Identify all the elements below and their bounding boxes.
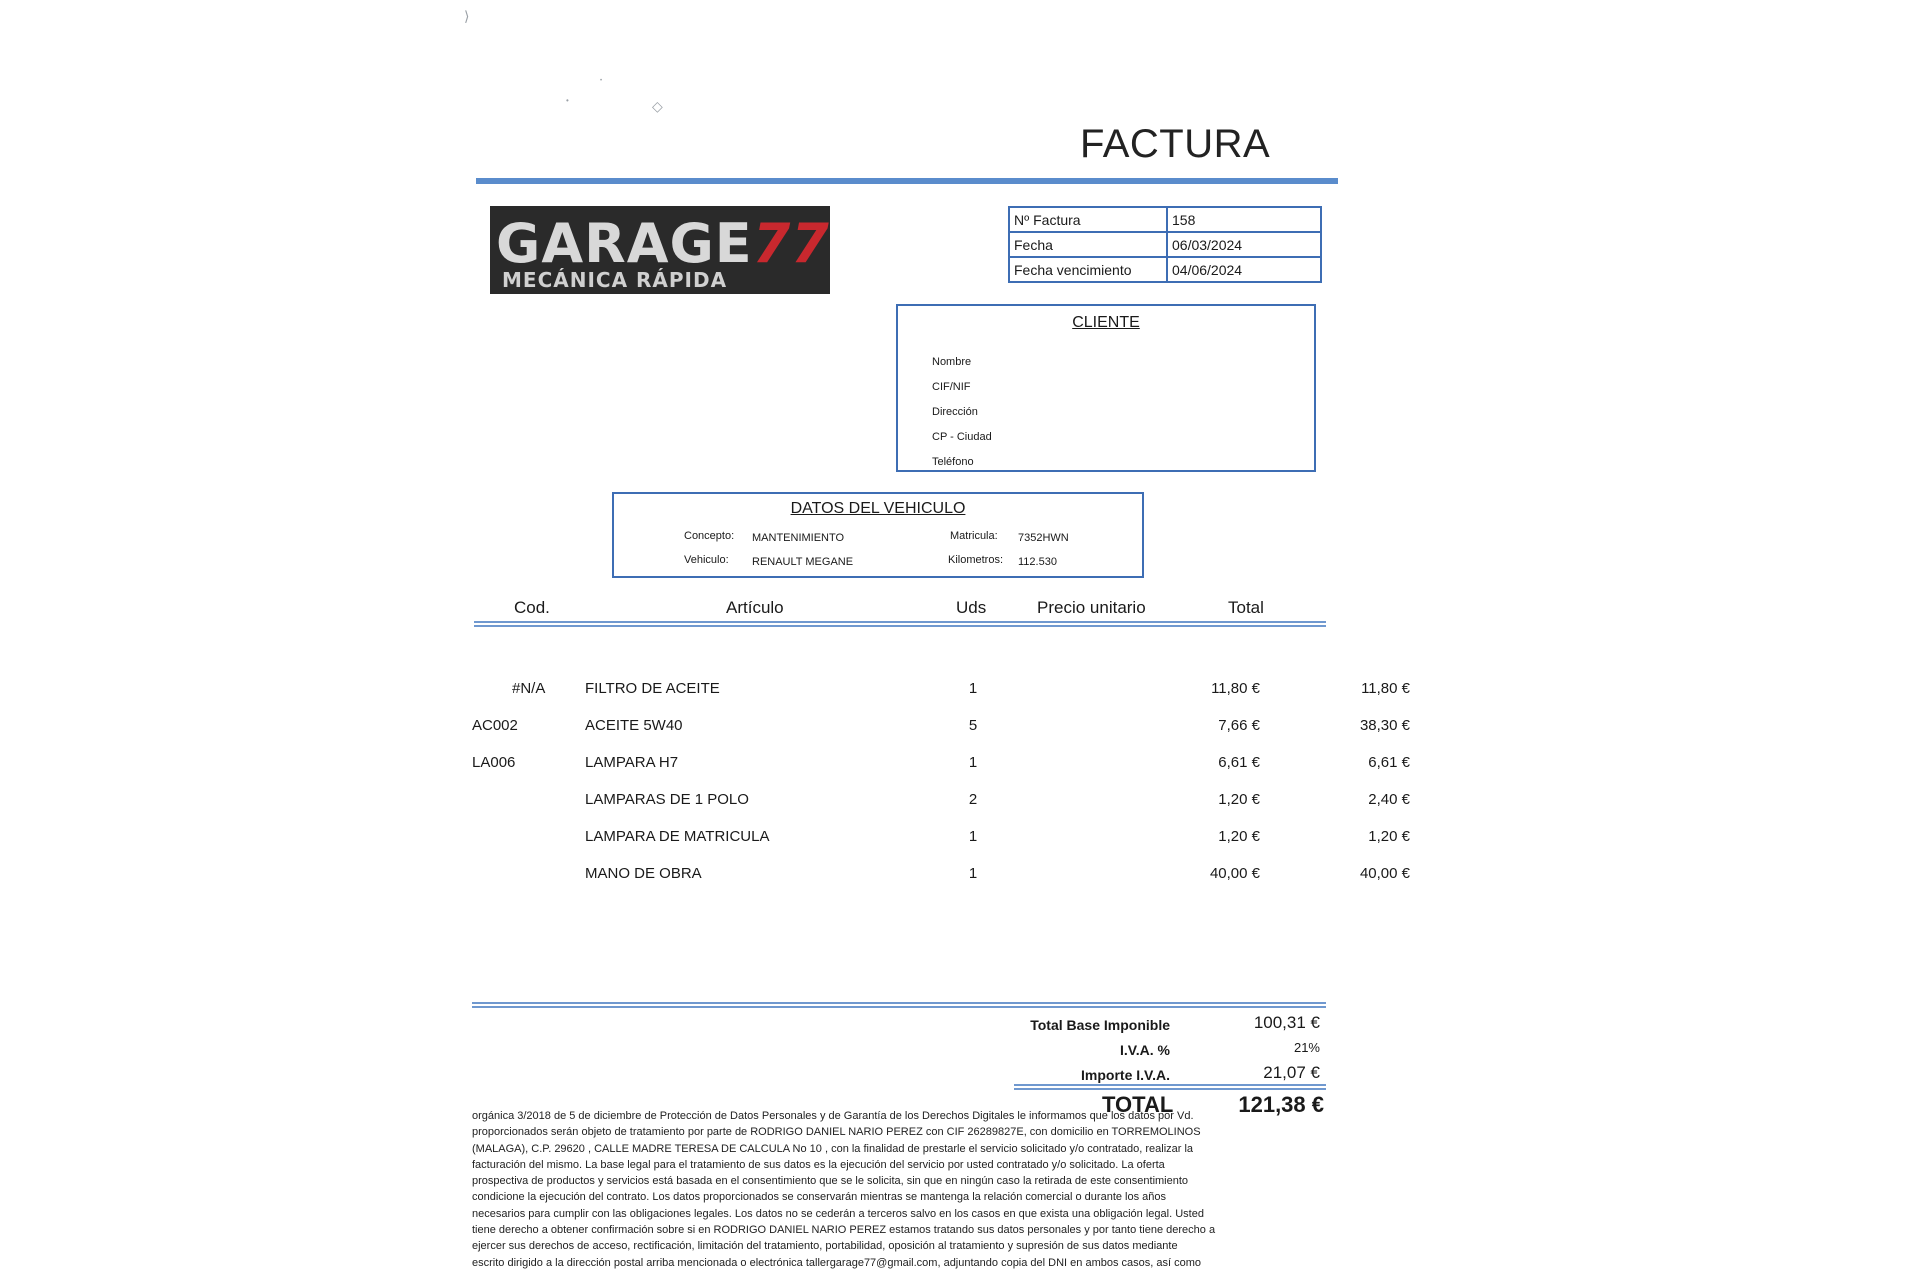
legal-line: proporcionados serán objeto de tratamiento por parte de RODRIGO DANIEL NARIO PEREZ con CIF 26289827E, con domicilio en TORREMOLINOS (472, 1126, 1201, 1139)
item-cod: AC002 (472, 717, 518, 734)
item-total: 1,20 € (1368, 828, 1410, 845)
item-total: 11,80 € (1361, 680, 1410, 697)
item-articulo: LAMPARA H7 (585, 754, 679, 771)
matricula-label: Matricula: (950, 530, 998, 542)
item-articulo: LAMPARAS DE 1 POLO (585, 791, 749, 808)
legal-line: tiene derecho a obtener confirmación sobre si en RODRIGO DANIEL NARIO PEREZ estamos tratando sus datos personales y por tanto tiene derecho a (472, 1224, 1216, 1237)
meta-row (1009, 257, 1321, 282)
legal-notice (472, 1108, 1322, 1271)
client-name-label: Nombre (932, 356, 972, 368)
iva-pct-label: I.V.A. % (1119, 1042, 1170, 1058)
col-header-articulo: Artículo (726, 598, 784, 617)
item-cod: #N/A (512, 680, 546, 697)
item-precio: 11,80 € (1211, 680, 1260, 697)
item-total: 2,40 € (1368, 791, 1410, 808)
item-total: 38,30 € (1359, 717, 1410, 734)
client-box (896, 304, 1316, 472)
total-value: 121,38 € (1238, 1092, 1324, 1117)
col-header-precio: Precio unitario (1037, 598, 1146, 617)
totals-double-rule (1014, 1084, 1326, 1090)
item-uds: 1 (968, 828, 978, 845)
item-articulo: LAMPARA DE MATRICULA (585, 828, 770, 845)
legal-line: ejercer sus derechos de acceso, rectificación, limitación del tratamiento, portabilidad, oposición al tratamiento y supresión de sus datos mediante (472, 1240, 1178, 1253)
base-imponible-value: 100,31 € (1253, 1013, 1320, 1032)
table-row (470, 680, 1410, 700)
legal-line: orgánica 3/2018 de 5 de diciembre de Protección de Datos Personales y de Garantía de los Derechos Digitales le informamos que los datos por Vd. (472, 1110, 1194, 1122)
item-uds: 1 (968, 754, 978, 771)
logo-tagline: MECÁNICA RÁPIDA (502, 268, 728, 292)
col-header-total: Total (1228, 598, 1264, 617)
concepto-value: MANTENIMIENTO (752, 532, 845, 544)
kilometros-label: Kilometros: (948, 554, 1004, 566)
item-uds: 1 (968, 680, 978, 697)
legal-line: prospectiva de productos y servicios está basada en el consentimiento que se le solicita, sin que en ningún caso la retirada de este consentimiento (472, 1175, 1189, 1188)
logo-number: 77 (752, 212, 830, 275)
client-heading: CLIENTE (1072, 314, 1140, 331)
legal-line: (MALAGA), C.P. 29620 , CALLE MADRE TERESA DE CALCULA No 10 , con la finalidad de prestarle el servicio solicitado y/o contratado, realizar la (472, 1142, 1194, 1155)
importe-iva-value: 21,07 € (1263, 1063, 1320, 1082)
table-row (470, 791, 1410, 811)
col-header-uds: Uds (956, 598, 987, 617)
scan-speck: • (566, 96, 569, 105)
meta-label: Fecha vencimiento (1009, 257, 1167, 282)
concepto-label: Concepto: (684, 530, 735, 542)
meta-label: Fecha (1009, 232, 1167, 257)
item-uds: 2 (968, 791, 978, 808)
item-uds: 1 (968, 865, 978, 882)
invoice-date: 06/03/2024 (1167, 232, 1321, 257)
vehiculo-label: Vehiculo: (684, 554, 729, 566)
scan-speck: • (600, 78, 603, 84)
client-phone-label: Teléfono (932, 456, 974, 468)
item-articulo: ACEITE 5W40 (585, 717, 683, 734)
table-row (470, 717, 1410, 737)
invoice-title: FACTURA (1080, 122, 1271, 166)
header-rule (476, 178, 1338, 184)
scan-mark: ◇ (652, 98, 663, 114)
legal-line: facturación del mismo. La base legal para el tratamiento de sus datos es la ejecución del servicio por usted contratado y/o solicitado. La oferta (472, 1158, 1165, 1171)
client-city-label: CP - Ciudad (932, 431, 992, 443)
meta-row (1009, 232, 1321, 257)
item-articulo: MANO DE OBRA (585, 865, 702, 882)
invoice-meta-table (1008, 206, 1322, 283)
vehicle-box (612, 492, 1144, 578)
client-cif-label: CIF/NIF (932, 381, 971, 393)
meta-row (1009, 207, 1321, 232)
item-total: 6,61 € (1368, 754, 1410, 771)
header-double-rule (474, 621, 1326, 627)
table-row (470, 865, 1410, 885)
garage77-logo (490, 206, 830, 294)
base-imponible-label: Total Base Imponible (1030, 1017, 1170, 1033)
col-header-cod: Cod. (514, 598, 550, 617)
due-date: 04/06/2024 (1167, 257, 1321, 282)
legal-line: escrito dirigido a la dirección postal arriba mencionada o electrónica tallergarage77@gmail.com, adjuntando copia del DNI en ambos casos, así como (472, 1256, 1202, 1269)
meta-label: Nº Factura (1009, 207, 1167, 232)
item-precio: 1,20 € (1218, 828, 1260, 845)
iva-pct-value: 21% (1293, 1040, 1320, 1055)
table-row (470, 828, 1410, 848)
importe-iva-label: Importe I.V.A. (1081, 1067, 1170, 1083)
vehicle-heading: DATOS DEL VEHICULO (790, 500, 966, 517)
item-precio: 6,61 € (1218, 754, 1260, 771)
legal-line: condicione la ejecución del contrato. Los datos proporcionados se conservarán mientras se mantenga la relación comercial o durante los años (472, 1191, 1167, 1204)
item-cod: LA006 (472, 754, 516, 771)
items-end-double-rule (472, 1002, 1326, 1008)
scan-mark: ⟩ (464, 8, 470, 24)
vehiculo-value: RENAULT MEGANE (752, 556, 854, 568)
legal-line: necesarios para cumplir con las obligaciones legales. Los datos no se cederán a terceros salvo en los casos en que exista una obligación legal. Usted (472, 1207, 1204, 1220)
invoice-number: 158 (1167, 207, 1321, 232)
kilometros-value: 112.530 (1018, 556, 1057, 568)
matricula-value: 7352HWN (1018, 532, 1069, 544)
total-label: TOTAL (1102, 1092, 1174, 1117)
logo-brand: GARAGE (496, 212, 753, 275)
item-precio: 7,66 € (1218, 717, 1260, 734)
client-address-label: Dirección (932, 406, 978, 418)
item-articulo: FILTRO DE ACEITE (585, 680, 720, 697)
table-row (470, 754, 1410, 774)
item-uds: 5 (968, 717, 978, 734)
item-total: 40,00 € (1359, 865, 1410, 882)
item-precio: 40,00 € (1209, 865, 1260, 882)
item-precio: 1,20 € (1218, 791, 1260, 808)
